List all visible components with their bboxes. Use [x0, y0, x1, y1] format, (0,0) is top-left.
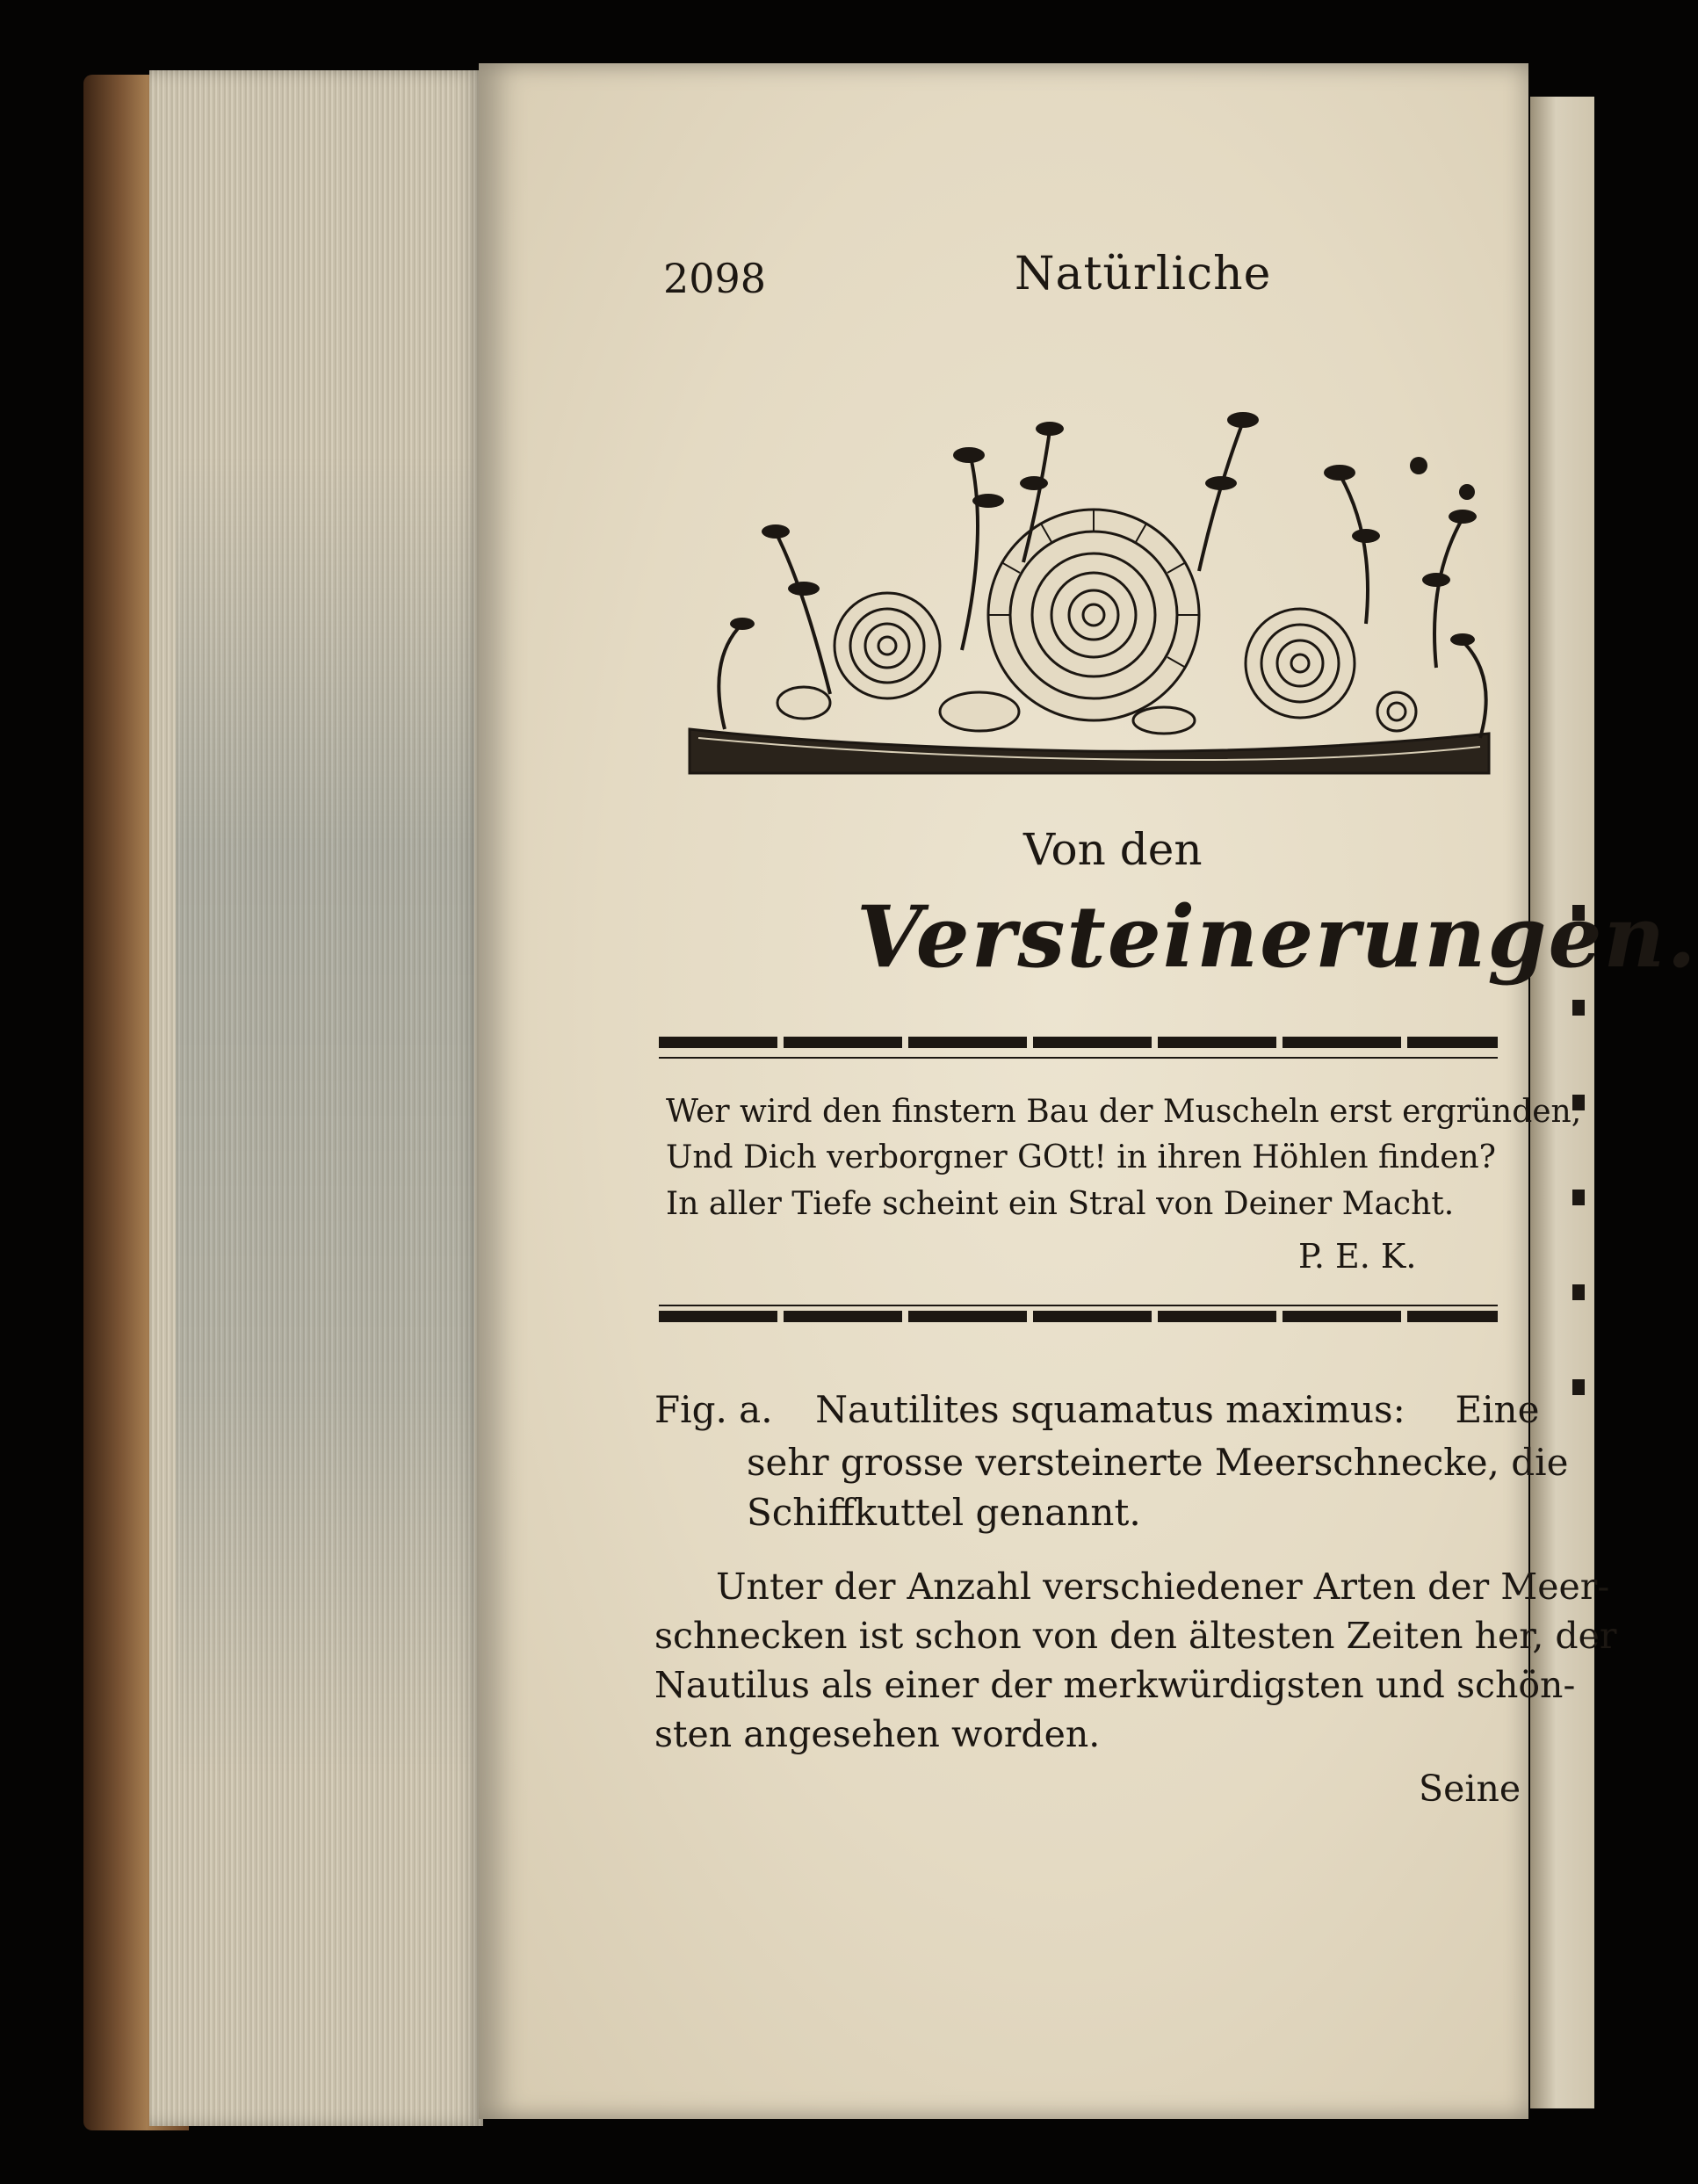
bottom-rule-thin: [659, 1305, 1498, 1306]
page-title: Versteinerungen.: [856, 887, 1698, 987]
top-rule-thin: [659, 1057, 1498, 1059]
epigraph-line-1: Wer wird den finstern Bau der Muscheln erst ergründen,: [666, 1094, 1582, 1130]
page-edge-stain: [176, 457, 474, 1775]
fossil-shells-woodcut-icon: [672, 360, 1507, 782]
paragraph-line-2: schnecken ist schon von den ältesten Zeiten her, der: [654, 1615, 1617, 1657]
running-title: Natürliche: [1015, 248, 1272, 300]
title-line-1: Von den: [1023, 824, 1203, 875]
figure-latin-name: Nautilites squamatus maximus:: [815, 1388, 1405, 1431]
figure-caption-line-1: [654, 1388, 1539, 1431]
figure-label: Fig. a.: [654, 1388, 773, 1431]
catchword: Seine: [1419, 1768, 1521, 1810]
figure-caption-line-2: sehr grosse versteinerte Meerschnecke, die: [747, 1441, 1569, 1484]
paragraph-line-4: sten angesehen worden.: [654, 1713, 1101, 1755]
epigraph-line-3: In aller Tiefe scheint ein Stral von Deiner Macht.: [666, 1186, 1455, 1222]
epigraph-signature: P. E. K.: [1298, 1237, 1417, 1276]
next-page-text-fragments: [1572, 905, 1594, 1520]
bottom-rule: [659, 1311, 1498, 1322]
paragraph-line-3: Nautilus als einer der merkwürdigsten und schön-: [654, 1664, 1576, 1706]
figure-caption-line-3: Schiffkuttel genannt.: [747, 1491, 1141, 1534]
page-number: 2098: [663, 255, 767, 302]
figure-caption-line-1-end: Eine: [1455, 1388, 1540, 1431]
paragraph-line-1: Unter der Anzahl verschiedener Arten der Meer-: [716, 1566, 1610, 1608]
epigraph-line-2: Und Dich verborgner GOtt! in ihren Höhlen finden?: [666, 1139, 1496, 1175]
top-rule: [659, 1037, 1498, 1048]
